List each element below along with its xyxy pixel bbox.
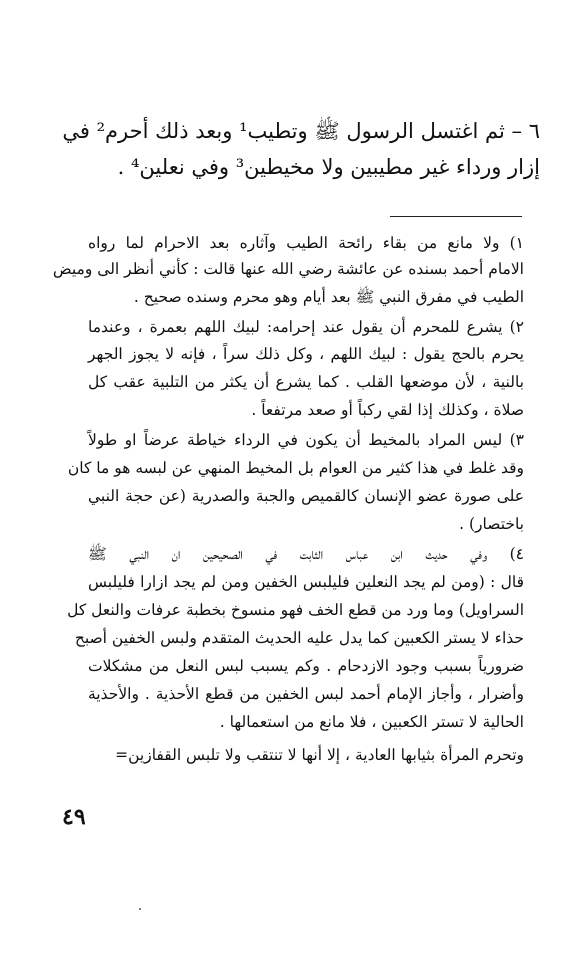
footnote-2-line-1: ٢) يشرع للمحرم أن يقول عند إحرامه: لبيك اللهم بعمرة ، وعندما	[88, 318, 524, 336]
footnote-1-line-3: الطيب في مفرق النبي ﷺ بعد أيام وهو محرم وسنده صحيح .	[133, 288, 524, 306]
footnote-1-line-2: الامام أحمد بسنده عن عائشة رضي الله عنها قالت : كأني أنظر الى وميض	[52, 260, 524, 278]
footnote-4-line-2: قال : (ومن لم يجد النعلين فليلبس الخفين ومن لم يجد ازارا فليلبس	[88, 573, 524, 591]
footnote-4-line-8: وتحرم المرأة بثيابها العادية ، إلا أنها لا تنتقب ولا تلبس القفازين=	[115, 746, 524, 764]
footnote-3-line-4: باختصار) .	[459, 515, 524, 533]
main-text-line-2: إزار ورداء غير مطيبين ولا مخيطين³ وفي نعلين⁴ .	[117, 155, 540, 179]
footnote-2-line-2: يحرم بالحج يقول : لبيك اللهم ، وكل ذلك سراً ، فإنه لا يجوز الجهر	[88, 345, 524, 363]
main-text-line-1: ٦ – ثم اغتسل الرسول ﷺ وتطيب¹ وبعد ذلك أحرم² في	[62, 119, 540, 143]
footnote-3-line-3: على صورة عضو الإنسان كالقميص والجبة والصدرية (عن حجة النبي	[88, 487, 524, 505]
footnote-2-line-3: بالنية ، لأن موضعها القلب . كما يشرع أن يكثر من التلبية عقب كل	[88, 373, 524, 391]
footnote-4-line-3: السراويل) وما ورد من قطع الخف فهو منسوخ بخطبة عرفات والنعل كل	[67, 601, 524, 619]
page-number: ٤٩	[62, 804, 86, 830]
footnote-1-line-1: ١) ولا مانع من بقاء رائحة الطيب وآثاره بعد الاحرام لما رواه	[88, 234, 524, 252]
footnote-2-line-4: صلاة ، وكذلك إذا لقي ركباً أو صعد مرتفعاً .	[251, 401, 524, 419]
footnote-4-line-7: الحالية لا تستر الكعبين ، فلا مانع من استعمالها .	[219, 713, 524, 731]
footnote-divider	[390, 216, 522, 217]
footnote-4-line-1: ٤) وفي حديث ابن عباس الثابت في الصحيحين ان النبي ﷺ	[88, 545, 524, 563]
footnote-4-line-4: حذاء لا يستر الكعبين كما يدل عليه الحديث المتقدم ولبس الخفين أصبح	[74, 629, 524, 647]
footnote-3-line-1: ٣) ليس المراد بالمخيط أن يكون في الرداء خياطة عرضاً او طولاً	[88, 431, 524, 449]
footnote-4-line-5: ضرورياً بسبب وجود الازدحام . وكم يسبب لبس النعل من مشكلات	[88, 657, 524, 675]
footnote-3-line-2: وقد غلط في هذا كثير من العوام بل المخيط المنهي عن لبسه هو ما كان	[67, 459, 524, 477]
footnote-4-line-6: وأضرار ، وأجاز الإمام أحمد لبس الخفين من قطع الأحذية . والأحذية	[88, 685, 524, 703]
scan-speck	[139, 908, 141, 910]
